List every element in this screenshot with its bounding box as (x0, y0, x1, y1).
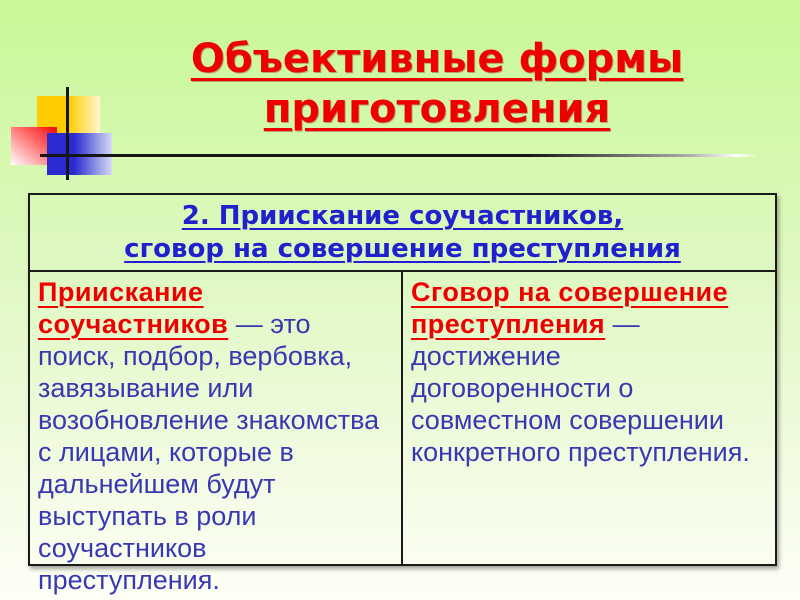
definition-text-right: — достижение договоренности о совместном совершении конкретного преступления. (411, 309, 750, 467)
definition-paragraph-left (38, 276, 393, 596)
cell-sgovor-na-sovershenie (403, 272, 775, 564)
slide-title-line-1: Объективные формы (190, 36, 684, 82)
slide-title (75, 34, 799, 134)
table-header-line-1: 2. Приискание соучастников, (181, 201, 624, 231)
table-header (30, 195, 775, 272)
title-divider-line (40, 154, 758, 157)
term-priiskanie-souchastnikov: Приискание соучастников (38, 277, 229, 339)
definition-table (28, 193, 777, 595)
cell-priiskanie-souchastnikov (30, 272, 403, 595)
slide-title-line-2: приготовления (263, 86, 611, 132)
vertical-line-decoration (66, 87, 69, 180)
term-sgovor-na-sovershenie: Сговор на совершение преступления (411, 277, 729, 339)
definition-paragraph-right (411, 276, 767, 468)
table-body-row (30, 272, 775, 595)
table-header-line-2: сговор на совершение преступления (124, 234, 681, 264)
definition-text-left: — это поиск, подбор, вербовка, завязывание или возобновление знакомства с лицами, которые в дальнейшем будут выступать в роли соучастников преступления. (38, 309, 380, 595)
